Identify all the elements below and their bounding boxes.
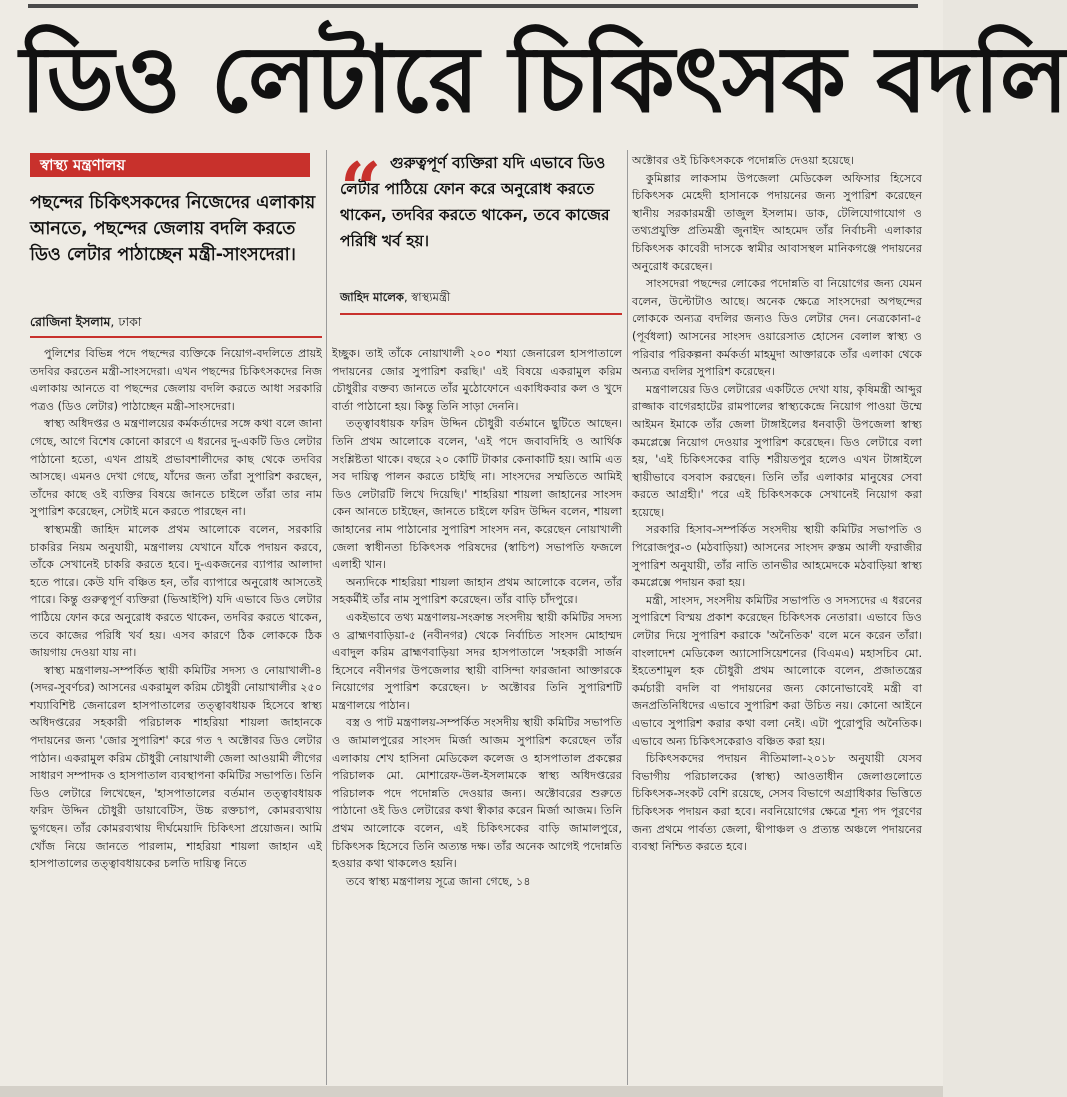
column-divider-1 <box>326 150 327 1085</box>
paragraph: সরকারি হিসাব-সম্পর্কিত সংসদীয় স্থায়ী কমিটির সভাপতি ও পিরোজপুর-৩ (মঠবাড়িয়া) আসনের সাংসদ রুস্তম আলী ফরাজীর সুপারিশ অনুযায়ী, তাঁর নাতি তানভীর আহমেদকে মঠবাড়িয়া স্বাস্থ্য কমপ্লেক্সে পদায়ন করা হয়। <box>632 523 922 590</box>
quote-mark-icon: “ <box>340 146 382 231</box>
page-bottom-edge <box>0 1086 943 1097</box>
pull-quote: গুরুত্বপূর্ণ ব্যক্তিরা যদি এভাবে ডিও লেটার পাঠিয়ে ফোন করে অনুরোধ করতে থাকেন, তদবির করতে থাকেন, তবে কাজের পরিধি খর্ব হয়। <box>340 154 610 250</box>
article-column-3 <box>632 152 922 1085</box>
column-divider-2 <box>627 150 628 1085</box>
top-rule <box>28 4 918 8</box>
section-tag: স্বাস্থ্য মন্ত্রণালয় <box>30 153 310 177</box>
pull-quote-author: জাহিদ মালেক <box>340 290 404 304</box>
paragraph: স্বাস্থ্য অধিদপ্তর ও মন্ত্রণালয়ের কর্মকর্তাদের সঙ্গে কথা বলে জানা গেছে, আগে বিশেষ কোনো কারণে এ ধরনের দু-একটি ডিও লেটার পাঠানো হতো, এখন প্রায়ই প্রভাবশালীদের কাছ থেকে তদবির আসছে। এমনও দেখা গেছে, যাঁদের জন্য তাঁরা সুপারিশ করছেন, তাঁদের কাছে ওই ব্যক্তির বিষয়ে জানতে চাইলে তাঁরা তার নাম সুপারিশ করেছেন, সেটাই মনে করতে পারছেন না। <box>30 417 322 519</box>
paragraph: বস্ত্র ও পাট মন্ত্রণালয়-সম্পর্কিত সংসদীয় স্থায়ী কমিটির সভাপতি ও জামালপুরের সাংসদ মির্জা আজম সুপারিশ করেছেন তাঁর এলাকায় শেখ হাসিনা মেডিকেল কলেজ ও হাসপাতাল প্রকল্পের পরিচালক মো. মোশারেফ-উল-ইসলামকে স্বাস্থ্য অধিদপ্তরের পরিচালক পদে পদোন্নতি দেওয়ার জন্য। অক্টোবরের শুরুতে পাঠানো ওই ডিও লেটারের কথা স্বীকার করেন মির্জা আজম। তিনি প্রথম আলোকে বলেন, এই চিকিৎসকের বাড়ি জামালপুরে, চিকিৎসক হিসেবে তিনি অত্যন্ত দক্ষ। তাঁর অনেক আগেই পদোন্নতি হওয়ার কথা থাকলেও হয়নি। <box>332 716 622 871</box>
article-column-1 <box>30 345 322 1085</box>
paragraph: সাংসদেরা পছন্দের লোকের পদোন্নতি বা নিয়োগের জন্য যেমন বলেন, উল্টোটাও আছে। অনেক ক্ষেত্রে সাংসদেরা অপছন্দের লোককে অন্যত্র বদলির জন্যও ডিও লেটার দেন। নেত্রকোনা-৫ (পূর্বধলা) আসনের সাংসদ ওয়ারেসাত হোসেন বেলাল স্বাস্থ্য ও পরিবার পরিকল্পনা কর্মকর্তা মাহমুদা আক্তারকে তাঁর এলাকা থেকে অন্যত্র বদলির সুপারিশ করেছেন। <box>632 277 922 379</box>
paragraph: স্বাস্থ্য মন্ত্রণালয়-সম্পর্কিত স্থায়ী কমিটির সদস্য ও নোয়াখালী-৪ (সদর-সুবর্ণচর) আসনের একরামুল করিম চৌধুরী নোয়াখালীর ২৫০ শয্যাবিশিষ্ট জেনারেল হাসপাতালের তত্ত্বাবধায়ক হিসেবে স্বাস্থ্য অধিদপ্তরের সহকারী পরিচালক শাহরিয়া শায়লা জাহানকে পদায়নের জন্য 'জোর সুপারিশ' করে গত ৭ অক্টোবর ডিও লেটার পাঠান। একরামুল করিম চৌধুরী নোয়াখালী জেলা আওয়ামী লীগের সাধারণ সম্পাদক ও হাসপাতাল ব্যবস্থাপনা কমিটির সভাপতি। তিনি ডিও লেটারে লিখেছেন, 'হাসপাতালের বর্তমান তত্ত্বাবধায়ক ফরিদ উদ্দিন চৌধুরী ডায়াবেটিস, উচ্চ রক্তচাপ, কোমরব্যথায় ভুগছেন। তাঁর কোমরব্যথায় দীর্ঘমেয়াদি চিকিৎসা প্রয়োজন। আমি খোঁজ নিয়ে জানতে পারলাম, শাহরিয়া শায়লা জাহান এই হাসপাতালের তত্ত্বাবধায়কের চলতি দায়িত্ব নিতে <box>30 663 322 871</box>
headline: ডিও লেটারে চিকিৎসক বদলি <box>20 26 1067 133</box>
paragraph: অন্যদিকে শাহরিয়া শায়লা জাহান প্রথম আলোকে বলেন, তাঁর সহকর্মীই তাঁর নাম সুপারিশ করেছেন। তাঁর বাড়ি চাঁদপুরে। <box>332 575 622 607</box>
byline-author: রোজিনা ইসলাম <box>30 314 111 329</box>
byline <box>30 313 320 331</box>
article-column-2 <box>332 345 622 1085</box>
paragraph: চিকিৎসকদের পদায়ন নীতিমালা-২০১৮ অনুযায়ী যেসব বিভাগীয় পরিচালকের (স্বাস্থ্য) আওতাধীন জেলাগুলোতে চিকিৎসক-সংকট বেশি রয়েছে, সেসব বিভাগে অগ্রাধিকার ভিত্তিতে চিকিৎসক পদায়ন করা হবে। নবনিয়োগের ক্ষেত্রে শূন্য পদ পূরণের জন্য প্রথমে পার্বত্য জেলা, দ্বীপাঞ্চল ও প্রত্যন্ত অঞ্চলে পদায়নের ব্যবস্থা নিশ্চিত করতে হবে। <box>632 752 922 854</box>
byline-place: , ঢাকা <box>110 314 142 329</box>
pull-quote-attribution <box>340 288 622 306</box>
paragraph: কুমিল্লার লাকসাম উপজেলা মেডিকেল অফিসার হিসেবে চিকিৎসক মেহেদী হাসানকে পদায়নের জন্য সুপারিশ করেছেন স্থানীয় সরকারমন্ত্রী তাজুল ইসলাম। ডাক, টেলিযোগাযোগ ও তথ্যপ্রযুক্তি প্রতিমন্ত্রী জুনাইদ আহমেদ তাঁর নির্বাচনী এলাকার চিকিৎসক কাবেরী দাসকে স্বামীর আবাসস্থল মানিকগঞ্জে পদায়নের অনুরোধ করেছেন। <box>632 171 922 273</box>
deck-divider <box>30 336 322 338</box>
pull-quote-divider <box>340 313 622 315</box>
paragraph: তবে স্বাস্থ্য মন্ত্রণালয় সূত্রে জানা গেছে, ১৪ <box>346 874 531 888</box>
paragraph: তত্ত্বাবধায়ক ফরিদ উদ্দিন চৌধুরী বর্তমানে ছুটিতে আছেন। তিনি প্রথম আলোকে বলেন, 'এই পদে জবাবদিহি ও আর্থিক সংশ্লিষ্টতা থাকে। বছরে ২০ কোটি টাকার কেনাকাটি হয়। আমি এত সব দায়িত্ব পালন করতে চাইছি না। সাংসদের সম্মতিতে আমিই ডিও লেটারটি লিখে দিয়েছি।' শাহরিয়া শায়লা জাহানের সাংসদ কেন আনতে চাইছেন, জানতে চাইলে ফরিদ উদ্দিন বলেন, শায়লা জাহানের নাম পাঠানোর সুপারিশ সাংসদ নন, করেছেন নোয়াখালী জেলা স্বাধীনতা চিকিৎসক পরিষদের (স্বাচিপ) সভাপতি ফজলে এলাহী খান। <box>332 417 622 572</box>
paragraph: একইভাবে তথ্য মন্ত্রণালয়-সংক্রান্ত সংসদীয় স্থায়ী কমিটির সদস্য ও ব্রাহ্মণবাড়িয়া-৫ (নবীনগর) থেকে নির্বাচিত সাংসদ মোহাম্মদ এবাদুল করিম ব্রাহ্মণবাড়িয়া সদর হাসপাতালে 'সহকারী সার্জন হিসেবে নবীনগর উপজেলার স্থায়ী বাসিন্দা ফারজানা আক্তারকে নিয়োগের সুপারিশ করেছেন। ৮ অক্টোবর তিনি সুপারিশটি মন্ত্রণালয়ে পাঠান। <box>332 610 622 712</box>
paragraph: স্বাস্থ্যমন্ত্রী জাহিদ মালেক প্রথম আলোকে বলেন, সরকারি চাকরির নিয়ম অনুযায়ী, মন্ত্রণালয় যেখানে যাঁকে পদায়ন করবে, তাঁকে সেখানেই চাকরি করতে হবে। দু-একজনের ব্যাপার আলাদা হতে পারে। কেউ যদি বঞ্চিত হন, তাঁর ব্যাপারে অনুরোধ আসতেই পারে। কিন্তু গুরুত্বপূর্ণ ব্যক্তিরা (ভিআইপি) যদি এভাবে ডিও লেটার পাঠিয়ে ফোন করে অনুরোধ করতে থাকেন, তদবির করতে থাকেন, তবে কাজের পরিধি খর্ব হয়। এসব কারণে ঠিক লোককে ঠিক জায়গায় দেওয়া যায় না। <box>30 522 322 660</box>
deck-summary: পছন্দের চিকিৎসকদের নিজেদের এলাকায় আনতে, পছন্দের জেলায় বদলি করতে ডিও লেটার পাঠাচ্ছেন মন্ত্রী-সাংসদেরা। <box>30 193 316 265</box>
paragraph: মন্ত্রী, সাংসদ, সংসদীয় কমিটির সভাপতি ও সদস্যদের এ ধরনের সুপারিশে বিস্ময় প্রকাশ করেছেন চিকিৎসক নেতারা। এভাবে ডিও লেটার দিয়ে সুপারিশ করাকে 'অনৈতিক' বলে মনে করেন তাঁরা। বাংলাদেশ মেডিকেল অ্যাসোসিয়েশনের (বিএমএ) মহাসচিব মো. ইহতেশামুল হক চৌধুরী প্রথম আলোকে বলেন, প্রজাতন্ত্রের কর্মচারী বদলি বা পদায়নের জন্য কোনোভাবেই মন্ত্রী বা জনপ্রতিনিধিদের এভাবে সুপারিশ করা উচিত নয়। কোনো আইনে এভাবে সুপারিশ করার কথা বলা নেই। এটা পুরোপুরি অনৈতিক। এভাবে অন্য চিকিৎসকেরাও বঞ্চিত করা হয়। <box>632 593 922 748</box>
paragraph: অক্টোবর ওই চিকিৎসককে পদোন্নতি দেওয়া হয়েছে। <box>632 154 855 167</box>
paragraph: মন্ত্রণালয়ের ডিও লেটারের একটিতে দেখা যায়, কৃষিমন্ত্রী আব্দুর রাজ্জাক বাগেরহাটের রামপালের স্বাস্থ্যকেন্দ্রে নিয়োগ পাওয়া উম্মে আইমন ইমাকে তাঁর জেলা টাঙ্গাইলের ধনবাড়ী উপজেলা স্বাস্থ্য কমপ্লেক্সে নিয়োগ দেওয়ার সুপারিশ করেছেন। ডিও লেটারে বলা হয়, 'এই চিকিৎসকের বাড়ি শরীয়তপুর হলেও এখন টাঙ্গাইলে স্থায়ীভাবে বসবাস করছেন। তিনি তাঁর এলাকার মানুষের সেবা করতে আগ্রহী।' পরে এই চিকিৎসককে সেখানেই নিয়োগ করা হয়েছে। <box>632 382 922 519</box>
pull-quote-role: , স্বাস্থ্যমন্ত্রী <box>403 290 451 304</box>
paragraph: ইচ্ছুক। তাই তাঁকে নোয়াখালী ২০০ শয্যা জেনারেল হাসপাতালে পদায়নের জোর সুপারিশ করছি।' এই বিষয়ে একরামুল করিম চৌধুরীর বক্তব্য জানতে তাঁর মুঠোফোনে একাধিকবার কল ও খুদে বার্তা পাঠানো হয়। কিন্তু তিনি সাড়া দেননি। <box>332 347 622 413</box>
paragraph: পুলিশের বিভিন্ন পদে পছন্দের ব্যক্তিকে নিয়োগ-বদলিতে প্রায়ই তদবির করতেন মন্ত্রী-সাংসদেরা। এখন পছন্দের চিকিৎসকদের নিজ এলাকায় আনতে বা পছন্দের জেলায় বদলি করতে আধা সরকারি পত্রও (ডিও লেটার) পাঠাচ্ছেন মন্ত্রী-সাংসদেরা। <box>30 347 322 413</box>
